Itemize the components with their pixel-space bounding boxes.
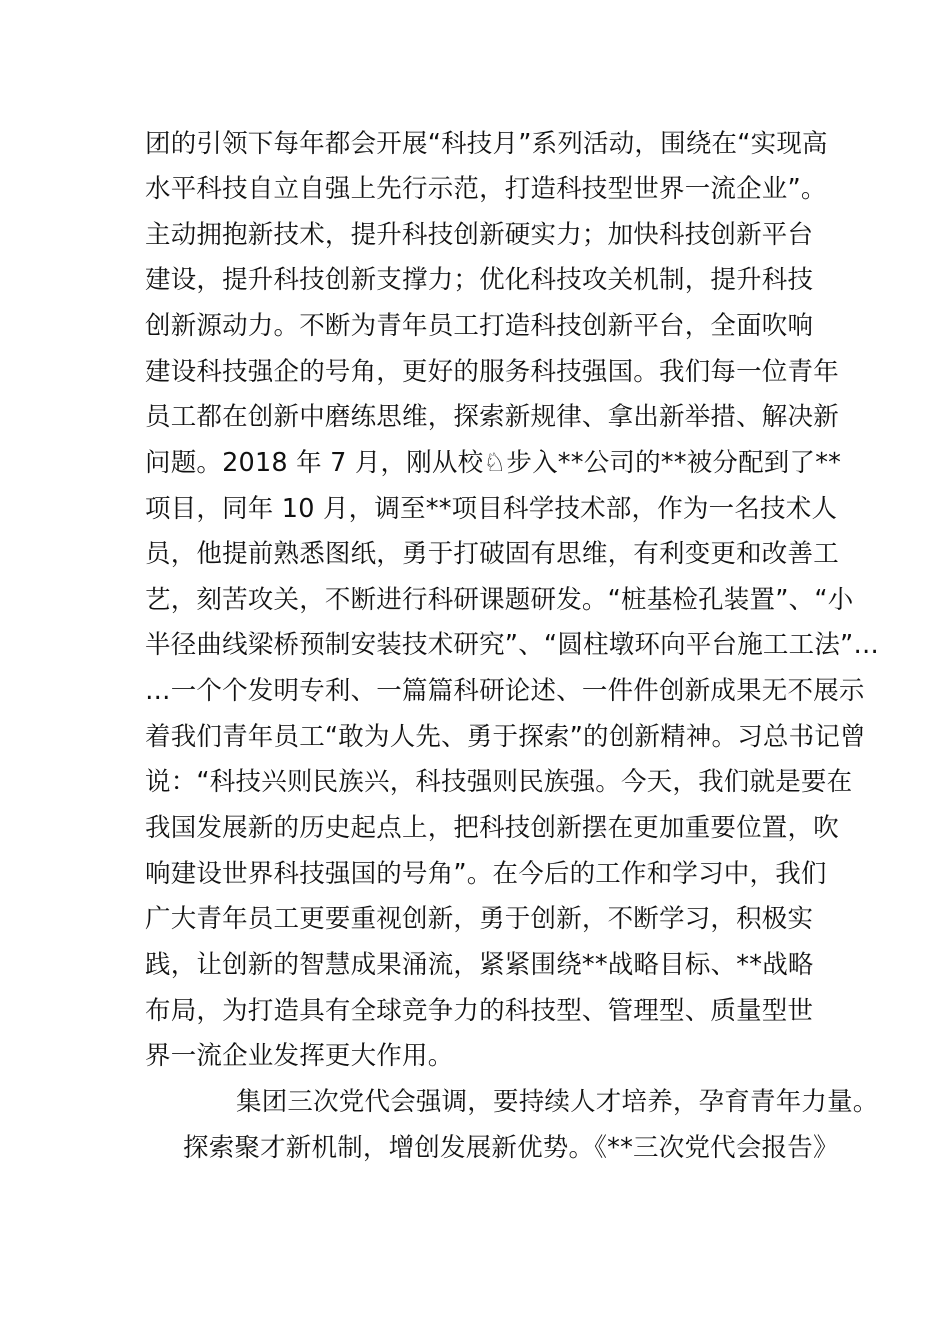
text-line-11: 艺，刻苦攻关，不断进行科研课题研发。“桩基检孔装置”、“小 — [145, 585, 854, 615]
paragraph2-line-1: 集团三次党代会强调，要持续人才培养，孕育青年力量。 — [236, 1087, 879, 1117]
paragraph2-line-2: 探索聚才新机制，增创发展新优势。《**三次党代会报告》 — [183, 1133, 839, 1163]
text-line-7: 员工都在创新中磨练思维，探索新规律、拿出新举措、解决新 — [145, 402, 839, 432]
text-line-18: 广大青年员工更要重视创新，勇于创新，不断学习，积极实 — [145, 904, 814, 934]
text-line-13: …一个个发明专利、一篇篇科研论述、一件件创新成果无不展示 — [145, 676, 865, 706]
text-line-5: 创新源动力。不断为青年员工打造科技创新平台，全面吹响 — [145, 311, 814, 341]
text-line-3: 主动拥抱新技术，提升科技创新硬实力；加快科技创新平台 — [145, 220, 814, 250]
text-line-8: 问题。2018 年 7 月，刚从校♘步入**公司的**被分配到了** — [145, 448, 842, 478]
text-line-21: 界一流企业发挥更大作用。 — [145, 1041, 454, 1071]
text-line-4: 建设，提升科技创新支撑力；优化科技攻关机制，提升科技 — [145, 265, 814, 295]
text-line-15: 说：“科技兴则民族兴，科技强则民族强。今天，我们就是要在 — [145, 767, 853, 797]
text-line-2: 水平科技自立自强上先行示范，打造科技型世界一流企业”。 — [145, 174, 827, 204]
text-line-10: 员，他提前熟悉图纸，勇于打破固有思维，有利变更和改善工 — [145, 539, 839, 569]
text-line-20: 布局，为打造具有全球竞争力的科技型、管理型、质量型世 — [145, 996, 814, 1026]
text-line-16: 我国发展新的历史起点上，把科技创新摆在更加重要位置，吹 — [145, 813, 839, 843]
text-line-1: 团的引领下每年都会开展“科技月”系列活动，围绕在“实现高 — [145, 129, 828, 159]
text-line-19: 践，让创新的智慧成果涌流，紧紧围绕**战略目标、**战略 — [145, 950, 814, 980]
text-line-14: 着我们青年员工“敢为人先、勇于探索”的创新精神。习总书记曾 — [145, 722, 866, 752]
text-line-12: 半径曲线梁桥预制安装技术研究”、“圆柱墩环向平台施工工法”… — [145, 630, 880, 660]
text-line-9: 项目，同年 10 月，调至**项目科学技术部，作为一名技术人 — [145, 494, 838, 524]
text-line-17: 响建设世界科技强国的号角”。在今后的工作和学习中，我们 — [145, 859, 827, 889]
text-line-6: 建设科技强企的号角，更好的服务科技强国。我们每一位青年 — [145, 357, 839, 387]
